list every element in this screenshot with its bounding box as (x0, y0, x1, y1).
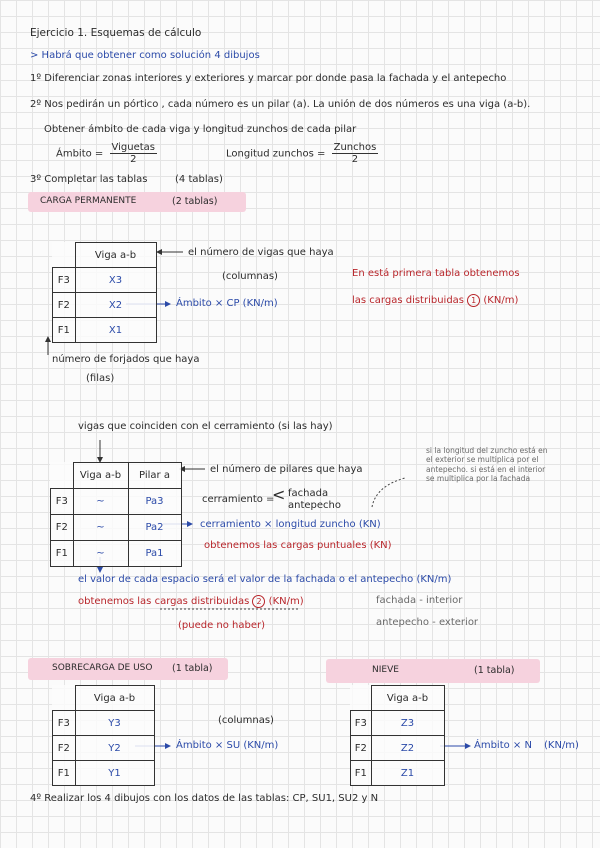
table2-red-distribuidas (78, 595, 304, 608)
table2-viga-cell: ~ (73, 489, 128, 515)
table2-pilar-cell: Pa3 (128, 489, 181, 515)
table2-note-pilares: el número de pilares que haya (210, 464, 363, 475)
sobrecarga-cell: Y2 (75, 736, 154, 761)
step-2: 2º Nos pedirán un pórtico , cada número es un pilar (a). La unión de dos números es una viga (a-b). (30, 99, 531, 110)
step-3: 3º Completar las tablas (30, 174, 148, 185)
table1-header: Viga a-b (75, 243, 156, 268)
table2-pilar-cell: Pa1 (128, 541, 181, 567)
nieve-title: NIEVE (372, 665, 399, 675)
formula-zunchos-label: Longitud zunchos = (226, 148, 326, 160)
nieve-count: (1 tabla) (474, 665, 515, 676)
formula-zunchos-den: 2 (351, 154, 359, 165)
table1-red-note-1: En está primera tabla obtenemos (352, 268, 520, 279)
sobrecarga-floor: F3 (53, 711, 76, 736)
table1-red-note-2 (352, 294, 518, 307)
page-title: Ejercicio 1. Esquemas de cálculo (30, 27, 202, 39)
nieve-cell: Z2 (371, 736, 444, 761)
table1-cell: X3 (75, 268, 156, 293)
formula-ambito-label: Ámbito = (56, 148, 104, 160)
antepecho-exterior: antepecho - exterior (376, 617, 479, 628)
table1-cell: X2 (75, 293, 156, 318)
nieve-unit: (KN/m) (544, 740, 579, 751)
formula-ambito-den: 2 (130, 154, 137, 165)
carga-permanente-table-1 (52, 242, 157, 343)
table2-header-pilar: Pilar a (128, 463, 181, 489)
table2-red-unit: (KN/m) (268, 596, 304, 607)
carga-permanente-title: CARGA PERMANENTE (40, 196, 137, 206)
formula-ambito-num: Viguetas (111, 142, 155, 153)
nieve-header: Viga a-b (371, 686, 444, 711)
table1-floor: F1 (53, 318, 76, 343)
nieve-table (350, 685, 445, 786)
table1-note-filas: (filas) (86, 373, 115, 384)
cerramiento-fachada: fachada (288, 488, 329, 499)
curve-side-note (372, 478, 405, 507)
table2-red-puntuales: obtenemos las cargas puntuales (KN) (204, 540, 392, 551)
sobrecarga-floor: F2 (53, 736, 76, 761)
sobrecarga-table (52, 685, 155, 786)
step-1: 1º Diferenciar zonas interiores y exteriores y marcar por donde pasa la fachada y el antepecho (30, 73, 507, 84)
cerramiento-brace-icon: < (272, 485, 286, 504)
table2-floor: F3 (51, 489, 74, 515)
table2-note-vigas: vigas que coinciden con el cerramiento (si las hay) (78, 421, 333, 432)
nieve-floor: F1 (351, 761, 372, 786)
formula-zunchos-num: Zunchos (333, 142, 377, 153)
table2-floor: F2 (51, 515, 74, 541)
table2-viga-cell: ~ (73, 541, 128, 567)
table1-note-forjados: número de forjados que haya (52, 354, 200, 365)
table1-floor: F3 (53, 268, 76, 293)
table2-pilar-cell: Pa2 (128, 515, 181, 541)
table1-ambito-cp: Ámbito × CP (KN/m) (176, 298, 278, 309)
sobrecarga-cell: Y3 (75, 711, 154, 736)
sobrecarga-title: SOBRECARGA DE USO (52, 663, 153, 673)
circled-number: 2 (252, 595, 265, 608)
table2-viga-cell: ~ (73, 515, 128, 541)
nieve-floor: F2 (351, 736, 372, 761)
table1-floor: F2 (53, 293, 76, 318)
nieve-cell: Z1 (371, 761, 444, 786)
table1-note-columnas: (columnas) (222, 271, 278, 282)
sobrecarga-ambito-su: Ámbito × SU (KN/m) (176, 740, 279, 751)
step-4: 4º Realizar los 4 dibujos con los datos de las tablas: CP, SU1, SU2 y N (30, 793, 379, 804)
obtener-line: Obtener ámbito de cada viga y longitud zunchos de cada pilar (44, 124, 357, 135)
nieve-floor: F3 (351, 711, 372, 736)
table1-note-vigas: el número de vigas que haya (188, 247, 334, 258)
table2-valor-espacio: el valor de cada espacio será el valor de la fachada o el antepecho (KN/m) (78, 574, 452, 585)
sobrecarga-header: Viga a-b (75, 686, 154, 711)
table1-red-text: las cargas distribuidas (352, 295, 465, 306)
sobrecarga-note: (columnas) (218, 715, 274, 726)
fachada-interior: fachada - interior (376, 595, 463, 606)
step-3-count: (4 tablas) (175, 174, 223, 185)
sobrecarga-cell: Y1 (75, 761, 154, 786)
circled-number: 1 (467, 294, 480, 307)
cerramiento-antepecho: antepecho (288, 500, 341, 511)
table2-side-note: si la longitud del zuncho está en el exterior se multiplica por el antepecho. si está en el interior se multiplica por la fachada (426, 446, 548, 484)
carga-permanente-table-2 (50, 462, 182, 567)
table1-red-unit: (KN/m) (483, 295, 519, 306)
table2-red-text: obtenemos las cargas distribuidas (78, 596, 250, 607)
table2-floor: F1 (51, 541, 74, 567)
nieve-ambito-n: Ámbito × N (474, 740, 532, 751)
nieve-cell: Z3 (371, 711, 444, 736)
table2-cerramiento-zuncho: cerramiento × longitud zuncho (KN) (200, 519, 381, 530)
table1-cell: X1 (75, 318, 156, 343)
table2-header-viga: Viga a-b (73, 463, 128, 489)
cerramiento-label: cerramiento = (202, 494, 275, 505)
table2-puede-no-haber: (puede no haber) (178, 620, 266, 631)
sobrecarga-count: (1 tabla) (172, 663, 213, 674)
intro-line: > Habrá que obtener como solución 4 dibujos (30, 50, 260, 61)
carga-permanente-count: (2 tablas) (172, 196, 218, 207)
sobrecarga-floor: F1 (53, 761, 76, 786)
